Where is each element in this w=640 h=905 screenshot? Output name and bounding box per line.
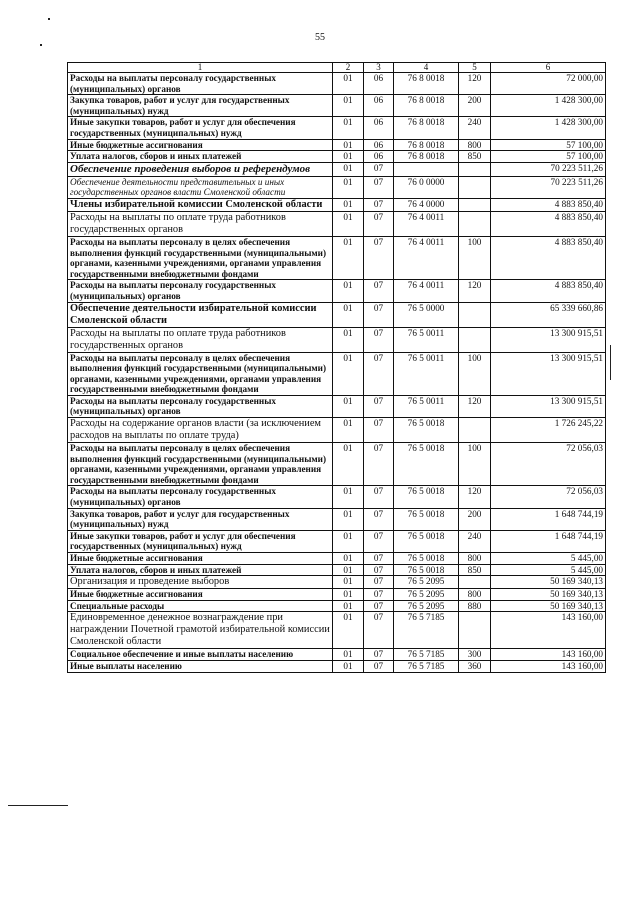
row-expense-type [459, 198, 491, 211]
row-target-article: 76 8 0018 [394, 117, 459, 139]
row-target-article: 76 5 7185 [394, 649, 459, 661]
row-amount: 1 726 245,22 [491, 418, 606, 443]
table-row [68, 589, 606, 601]
scan-mark [48, 18, 50, 20]
row-subsection: 07 [364, 302, 394, 327]
row-expense-type: 120 [459, 486, 491, 508]
table-row [68, 280, 606, 302]
row-expense-type [459, 176, 491, 198]
row-expense-type: 300 [459, 649, 491, 661]
table-row [68, 211, 606, 236]
row-amount: 4 883 850,40 [491, 280, 606, 302]
row-subsection: 06 [364, 95, 394, 117]
row-target-article: 76 4 0011 [394, 211, 459, 236]
row-expense-type: 800 [459, 139, 491, 151]
table-row [68, 73, 606, 95]
row-section: 01 [333, 211, 364, 236]
row-section: 01 [333, 151, 364, 163]
budget-table [67, 62, 606, 673]
row-amount: 13 300 915,51 [491, 327, 606, 352]
row-section: 01 [333, 395, 364, 417]
row-amount: 72 000,00 [491, 73, 606, 95]
row-target-article: 76 5 0011 [394, 327, 459, 352]
row-subsection: 07 [364, 236, 394, 279]
table-row [68, 443, 606, 486]
row-section: 01 [333, 600, 364, 612]
table-row [68, 139, 606, 151]
row-expense-type [459, 162, 491, 176]
row-amount: 50 169 340,13 [491, 576, 606, 589]
row-section: 01 [333, 486, 364, 508]
row-name: Специальные расходы [68, 600, 333, 612]
row-expense-type: 100 [459, 443, 491, 486]
row-amount: 50 169 340,13 [491, 589, 606, 601]
row-amount: 13 300 915,51 [491, 395, 606, 417]
row-subsection: 06 [364, 117, 394, 139]
row-subsection: 07 [364, 418, 394, 443]
row-subsection: 07 [364, 649, 394, 661]
table-row [68, 95, 606, 117]
row-amount: 70 223 511,26 [491, 162, 606, 176]
table-row [68, 117, 606, 139]
row-section: 01 [333, 612, 364, 649]
row-expense-type [459, 418, 491, 443]
row-target-article: 76 8 0018 [394, 95, 459, 117]
row-section: 01 [333, 418, 364, 443]
row-section: 01 [333, 649, 364, 661]
row-section: 01 [333, 95, 364, 117]
row-target-article: 76 5 0011 [394, 352, 459, 395]
row-section: 01 [333, 117, 364, 139]
row-expense-type: 360 [459, 660, 491, 672]
row-name: Иные бюджетные ассигнования [68, 553, 333, 565]
row-target-article: 76 5 2095 [394, 576, 459, 589]
row-expense-type: 240 [459, 117, 491, 139]
row-name: Расходы на выплаты по оплате труда работников государственных органов [68, 211, 333, 236]
row-expense-type: 200 [459, 508, 491, 530]
row-subsection: 07 [364, 198, 394, 211]
row-section: 01 [333, 198, 364, 211]
row-target-article: 76 5 0018 [394, 418, 459, 443]
row-subsection: 07 [364, 486, 394, 508]
row-target-article: 76 8 0018 [394, 73, 459, 95]
row-name: Уплата налогов, сборов и иных платежей [68, 151, 333, 163]
row-name: Иные бюджетные ассигнования [68, 589, 333, 601]
row-expense-type [459, 327, 491, 352]
row-expense-type: 120 [459, 395, 491, 417]
row-target-article: 76 5 0000 [394, 302, 459, 327]
row-section: 01 [333, 443, 364, 486]
row-subsection: 07 [364, 508, 394, 530]
row-name: Расходы на содержание органов власти (за исключением расходов на выплаты по оплате труда) [68, 418, 333, 443]
table-row [68, 302, 606, 327]
header-col-1: 1 [68, 63, 333, 73]
row-amount: 1 648 744,19 [491, 508, 606, 530]
row-name: Расходы на выплаты персоналу в целях обеспечения выполнения функций государственными (муниципальными) органами, казенными учреждениями, органами управления государственными внебюджетными фондами [68, 352, 333, 395]
row-target-article: 76 5 2095 [394, 589, 459, 601]
row-amount: 5 445,00 [491, 564, 606, 576]
row-section: 01 [333, 176, 364, 198]
row-target-article: 76 5 0018 [394, 564, 459, 576]
row-amount: 57 100,00 [491, 151, 606, 163]
row-subsection: 07 [364, 589, 394, 601]
row-subsection: 07 [364, 600, 394, 612]
row-target-article: 76 5 0018 [394, 443, 459, 486]
row-expense-type: 100 [459, 236, 491, 279]
row-name: Закупка товаров, работ и услуг для государственных (муниципальных) нужд [68, 508, 333, 530]
row-target-article: 76 5 7185 [394, 612, 459, 649]
row-amount: 143 160,00 [491, 660, 606, 672]
table-row [68, 151, 606, 163]
table-row [68, 600, 606, 612]
row-amount: 4 883 850,40 [491, 198, 606, 211]
scan-mark [610, 345, 611, 380]
table-row [68, 660, 606, 672]
row-amount: 13 300 915,51 [491, 352, 606, 395]
row-amount: 1 648 744,19 [491, 530, 606, 552]
row-subsection: 06 [364, 73, 394, 95]
row-expense-type [459, 302, 491, 327]
row-subsection: 06 [364, 139, 394, 151]
row-section: 01 [333, 564, 364, 576]
table-row [68, 508, 606, 530]
row-expense-type: 880 [459, 600, 491, 612]
table-row [68, 553, 606, 565]
row-section: 01 [333, 162, 364, 176]
row-target-article: 76 4 0011 [394, 236, 459, 279]
row-subsection: 07 [364, 395, 394, 417]
row-target-article: 76 8 0018 [394, 151, 459, 163]
row-name: Члены избирательной комиссии Смоленской области [68, 198, 333, 211]
table-row [68, 564, 606, 576]
row-target-article [394, 162, 459, 176]
row-target-article: 76 5 0018 [394, 530, 459, 552]
row-section: 01 [333, 236, 364, 279]
row-subsection: 07 [364, 564, 394, 576]
row-section: 01 [333, 73, 364, 95]
row-target-article: 76 5 0011 [394, 395, 459, 417]
row-name: Обеспечение деятельности представительных и иных государственных органов власти Смоленской области [68, 176, 333, 198]
row-name: Расходы на выплаты персоналу в целях обеспечения выполнения функций государственными (муниципальными) органами, казенными учреждениями, органами управления государственными внебюджетными фондами [68, 236, 333, 279]
row-section: 01 [333, 302, 364, 327]
row-amount: 57 100,00 [491, 139, 606, 151]
row-amount: 1 428 300,00 [491, 117, 606, 139]
row-name: Уплата налогов, сборов и иных платежей [68, 564, 333, 576]
row-amount: 1 428 300,00 [491, 95, 606, 117]
row-name: Закупка товаров, работ и услуг для государственных (муниципальных) нужд [68, 95, 333, 117]
row-expense-type: 100 [459, 352, 491, 395]
header-col-5: 5 [459, 63, 491, 73]
row-amount: 72 056,03 [491, 486, 606, 508]
table-row [68, 576, 606, 589]
row-subsection: 07 [364, 612, 394, 649]
scan-mark [8, 805, 68, 806]
row-amount: 5 445,00 [491, 553, 606, 565]
row-amount: 65 339 660,86 [491, 302, 606, 327]
row-expense-type: 850 [459, 151, 491, 163]
row-name: Расходы на выплаты персоналу государственных (муниципальных) органов [68, 280, 333, 302]
table-row [68, 418, 606, 443]
row-target-article: 76 5 2095 [394, 600, 459, 612]
row-name: Социальное обеспечение и иные выплаты населению [68, 649, 333, 661]
scan-mark [40, 44, 42, 46]
header-col-4: 4 [394, 63, 459, 73]
row-name: Расходы на выплаты по оплате труда работников государственных органов [68, 327, 333, 352]
row-subsection: 07 [364, 660, 394, 672]
row-section: 01 [333, 280, 364, 302]
table-row [68, 236, 606, 279]
row-section: 01 [333, 530, 364, 552]
row-section: 01 [333, 553, 364, 565]
row-subsection: 07 [364, 176, 394, 198]
table-row [68, 176, 606, 198]
table-header-row [68, 63, 606, 73]
row-section: 01 [333, 576, 364, 589]
row-expense-type [459, 211, 491, 236]
header-col-6: 6 [491, 63, 606, 73]
row-name: Единовременное денежное вознаграждение при награждении Почетной грамотой избирательной комиссии Смоленской области [68, 612, 333, 649]
row-name: Иные бюджетные ассигнования [68, 139, 333, 151]
row-amount: 72 056,03 [491, 443, 606, 486]
table-row [68, 530, 606, 552]
row-subsection: 07 [364, 211, 394, 236]
header-col-3: 3 [364, 63, 394, 73]
row-section: 01 [333, 139, 364, 151]
row-name: Обеспечение деятельности избирательной комиссии Смоленской области [68, 302, 333, 327]
row-target-article: 76 5 7185 [394, 660, 459, 672]
row-target-article: 76 5 0018 [394, 553, 459, 565]
row-expense-type: 800 [459, 589, 491, 601]
row-amount: 143 160,00 [491, 649, 606, 661]
table-row [68, 395, 606, 417]
table-row [68, 162, 606, 176]
row-expense-type: 200 [459, 95, 491, 117]
row-name: Организация и проведение выборов [68, 576, 333, 589]
row-subsection: 07 [364, 327, 394, 352]
row-amount: 70 223 511,26 [491, 176, 606, 198]
table-row [68, 612, 606, 649]
row-expense-type: 850 [459, 564, 491, 576]
row-expense-type: 120 [459, 280, 491, 302]
row-expense-type [459, 612, 491, 649]
row-target-article: 76 4 0000 [394, 198, 459, 211]
row-amount: 4 883 850,40 [491, 236, 606, 279]
row-name: Расходы на выплаты персоналу в целях обеспечения выполнения функций государственными (муниципальными) органами, казенными учреждениями, органами управления государственными внебюджетными фондами [68, 443, 333, 486]
row-amount: 50 169 340,13 [491, 600, 606, 612]
row-expense-type: 120 [459, 73, 491, 95]
page-number: 55 [315, 32, 325, 43]
row-section: 01 [333, 508, 364, 530]
row-section: 01 [333, 589, 364, 601]
row-subsection: 07 [364, 553, 394, 565]
row-target-article: 76 0 0000 [394, 176, 459, 198]
row-section: 01 [333, 327, 364, 352]
row-name: Иные закупки товаров, работ и услуг для обеспечения государственных (муниципальных) нужд [68, 530, 333, 552]
row-name: Расходы на выплаты персоналу государственных (муниципальных) органов [68, 73, 333, 95]
row-name: Иные закупки товаров, работ и услуг для обеспечения государственных (муниципальных) нужд [68, 117, 333, 139]
row-subsection: 07 [364, 280, 394, 302]
row-expense-type: 800 [459, 553, 491, 565]
table-row [68, 352, 606, 395]
row-target-article: 76 5 0018 [394, 486, 459, 508]
row-name: Обеспечение проведения выборов и референдумов [68, 162, 333, 176]
row-amount: 4 883 850,40 [491, 211, 606, 236]
table-row [68, 198, 606, 211]
row-subsection: 07 [364, 352, 394, 395]
row-name: Расходы на выплаты персоналу государственных (муниципальных) органов [68, 395, 333, 417]
header-col-2: 2 [333, 63, 364, 73]
row-subsection: 06 [364, 151, 394, 163]
row-section: 01 [333, 352, 364, 395]
row-expense-type: 240 [459, 530, 491, 552]
row-subsection: 07 [364, 576, 394, 589]
row-name: Расходы на выплаты персоналу государственных (муниципальных) органов [68, 486, 333, 508]
row-target-article: 76 5 0018 [394, 508, 459, 530]
row-name: Иные выплаты населению [68, 660, 333, 672]
row-subsection: 07 [364, 530, 394, 552]
row-target-article: 76 8 0018 [394, 139, 459, 151]
table-row [68, 486, 606, 508]
row-amount: 143 160,00 [491, 612, 606, 649]
table-row [68, 649, 606, 661]
row-expense-type [459, 576, 491, 589]
row-subsection: 07 [364, 162, 394, 176]
table-row [68, 327, 606, 352]
row-section: 01 [333, 660, 364, 672]
row-target-article: 76 4 0011 [394, 280, 459, 302]
row-subsection: 07 [364, 443, 394, 486]
